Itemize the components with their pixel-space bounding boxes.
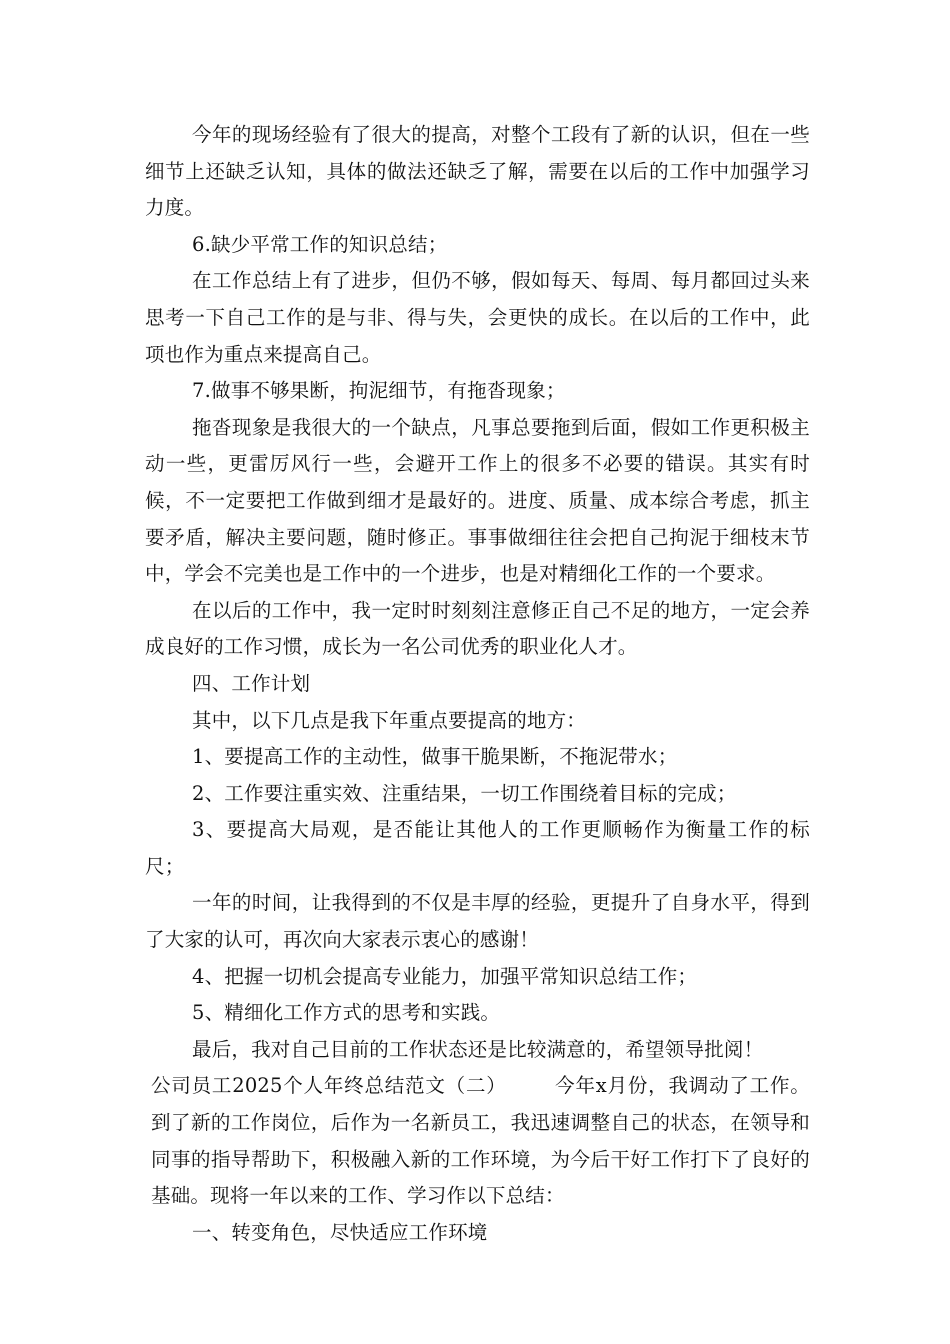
paragraph-closing: 最后，我对自己目前的工作状态还是比较满意的，希望领导批阅！ xyxy=(192,1037,764,1061)
plan-item-3: 3、要提高大局观，是否能让其他人的工作更顺畅作为衡量工作的标尺； xyxy=(145,818,810,878)
plan-item-2: 2、工作要注重实效、注重结果，一切工作围绕着目标的完成； xyxy=(192,781,737,805)
article-two-paragraph xyxy=(145,1068,810,1214)
article-two-title: 公司员工2025个人年终总结范文（二） xyxy=(151,1074,507,1098)
paragraph-experience: 今年的现场经验有了很大的提高，对整个工段有了新的认识，但在一些细节上还缺乏认知，具体的做法还缺乏了解，需要在以后的工作中加强学习力度。 xyxy=(145,123,810,220)
paragraph-future-improvement: 在以后的工作中，我一定时时刻刻注意修正自己不足的地方，一定会养成良好的工作习惯，成长为一名公司优秀的职业化人才。 xyxy=(145,598,810,659)
plan-intro: 其中，以下几点是我下年重点要提高的地方： xyxy=(192,708,587,732)
article-two-section-1: 一、转变角色，尽快适应工作环境 xyxy=(192,1220,488,1244)
paragraph-summary-progress: 在工作总结上有了进步，但仍不够，假如每天、每周、每月都回过头来思考一下自己工作的是与非、得与失，会更快的成长。在以后的工作中，此项也作为重点来提高自己。 xyxy=(145,269,810,366)
section-4-heading: 四、工作计划 xyxy=(192,671,311,695)
paragraph-procrastination: 拖沓现象是我很大的一个缺点，凡事总要拖到后面，假如工作更积极主动一些，更雷厉风行一些，会避开工作上的很多不必要的错误。其实有时候，不一定要把工作做到细才是最好的。进度、质量、成本综合考虑，抓主要矛盾，解决主要问题，随时修正。事事做细往往会把自己拘泥于细枝末节中，学会不完美也是工作中的一个进步，也是对精细化工作的一个要求。 xyxy=(145,415,810,586)
plan-item-4: 4、把握一切机会提高专业能力，加强平常知识总结工作； xyxy=(192,964,698,988)
plan-item-5: 5、精细化工作方式的思考和实践。 xyxy=(192,1001,501,1025)
item-6-heading: 6.缺少平常工作的知识总结； xyxy=(192,232,448,256)
plan-item-1: 1、要提高工作的主动性，做事干脆果断，不拖泥带水； xyxy=(192,745,678,769)
item-7-heading: 7.做事不够果断，拘泥细节，有拖沓现象； xyxy=(192,379,566,403)
paragraph-thanks: 一年的时间，让我得到的不仅是丰厚的经验，更提升了自身水平，得到了大家的认可，再次向大家表示衷心的感谢！ xyxy=(145,891,810,952)
article-two-intro: 今年x月份，我调动了工作。到了新的工作岗位，后作为一名新员工，我迅速调整自己的状态，在领导和同事的指导帮助下，积极融入新的工作环境，为今后干好工作打下了良好的基础。现将一年以来的工作、学习作以下总结： xyxy=(151,1074,810,1208)
document-body xyxy=(145,117,810,1251)
